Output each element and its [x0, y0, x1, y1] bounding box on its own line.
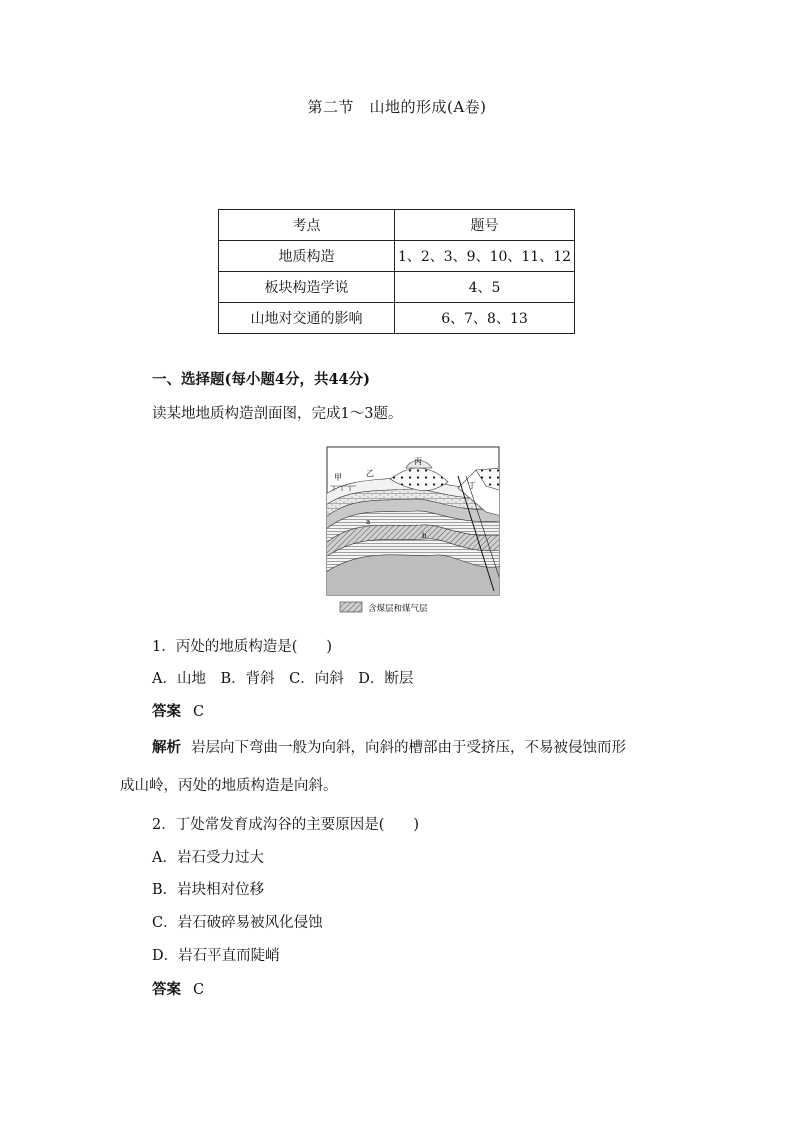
table-row: [219, 303, 575, 334]
table-cell: 1、2、3、9、10、11、12: [395, 241, 575, 272]
question-2-option-b: B．岩块相对位移: [152, 882, 265, 898]
question-1-analysis: [152, 736, 626, 757]
label-yi: 乙: [366, 469, 374, 478]
section-heading: 一、选择题(每小题4分，共44分): [152, 371, 370, 388]
question-1-analysis-cont: 成山岭，丙处的地质构造是向斜。: [120, 778, 338, 794]
question-2-option-d: D．岩石平直而陡峭: [152, 948, 280, 964]
question-2-answer: [152, 978, 204, 999]
label-jia: 甲: [334, 473, 342, 482]
geologic-section-figure: [326, 446, 502, 618]
table-cell: 山地对交通的影响: [219, 303, 395, 334]
label-bing: 丙: [414, 457, 422, 466]
question-2-option-a: A．岩石受力过大: [152, 850, 264, 866]
question-2-option-c: C．岩石破碎易被风化侵蚀: [152, 915, 323, 931]
table-cell: 4、5: [395, 272, 575, 303]
table-header-cell: 题号: [395, 210, 575, 241]
answer-value: C: [193, 704, 205, 720]
analysis-label: 解析: [152, 739, 181, 756]
question-1-stem: 1．丙处的地质构造是( ): [152, 639, 333, 655]
answer-label: 答案: [152, 703, 181, 720]
label-b: b: [422, 532, 427, 540]
label-ding: 丁: [468, 481, 476, 490]
legend-swatch: [340, 602, 362, 612]
question-1-answer: [152, 700, 204, 721]
table-cell: 6、7、8、13: [395, 303, 575, 334]
table-header-cell: 考点: [219, 210, 395, 241]
question-2-stem: 2．丁处常发育成沟谷的主要原因是( ): [152, 817, 420, 833]
analysis-text: 岩层向下弯曲一般为向斜，向斜的槽部由于受挤压，不易被侵蚀而形: [191, 740, 626, 756]
answer-value: C: [193, 982, 205, 998]
intro-text: 读某地地质构造剖面图，完成1～3题。: [152, 406, 403, 422]
answer-label: 答案: [152, 981, 181, 998]
topic-table: [218, 209, 575, 334]
legend-label: 含煤层和煤气层: [368, 604, 428, 614]
table-header-row: [219, 210, 575, 241]
table-cell: 地质构造: [219, 241, 395, 272]
label-a: a: [366, 518, 371, 526]
table-row: [219, 241, 575, 272]
table-row: [219, 272, 575, 303]
page-title: 第二节 山地的形成(A卷): [307, 98, 487, 116]
table-cell: 板块构造学说: [219, 272, 395, 303]
question-1-options: A．山地 B．背斜 C．向斜 D．断层: [152, 671, 414, 687]
